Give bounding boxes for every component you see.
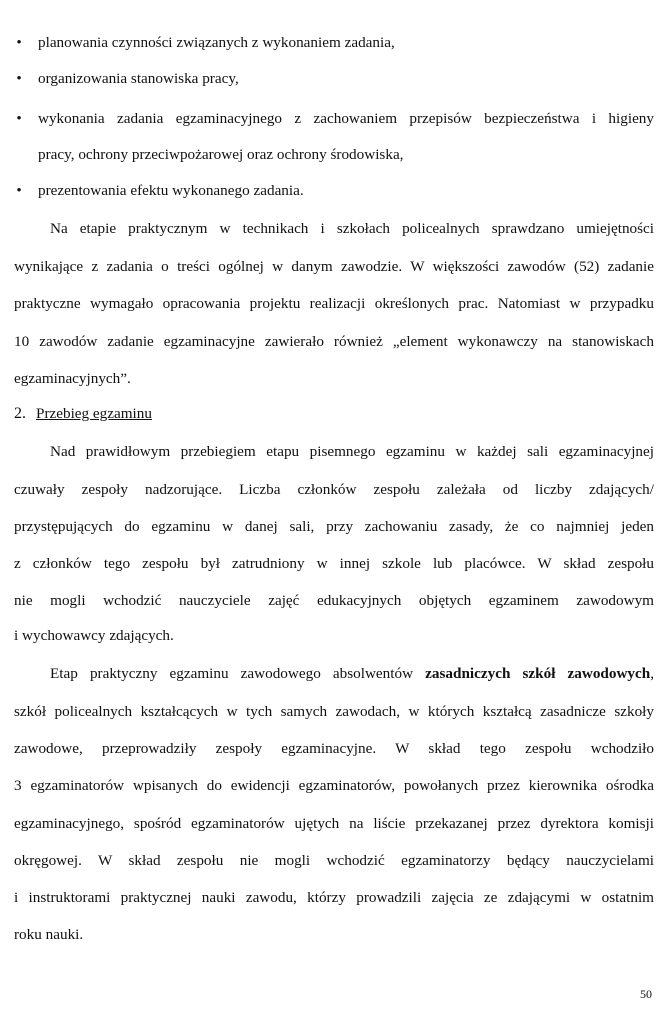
bullet-dot-icon: • bbox=[16, 70, 22, 87]
section-number: 2. bbox=[14, 405, 26, 422]
bullet-dot-icon: • bbox=[16, 182, 22, 199]
bullet-item-3-continuation: pracy, ochrony przeciwpożarowej oraz ochrony środowiska, bbox=[38, 146, 404, 163]
bullet-dot-icon: • bbox=[16, 110, 22, 127]
paragraph-line: egzaminacyjnych”. bbox=[14, 370, 131, 387]
paragraph-line: wynikające z zadania o treści ogólnej w danym zawodzie. W większości zawodów (52) zadanie bbox=[14, 258, 654, 275]
paragraph-line: z członków tego zespołu był zatrudniony w innej szkole lub placówce. W skład zespołu bbox=[14, 555, 654, 572]
paragraph-line: i wychowawcy zdających. bbox=[14, 627, 174, 644]
paragraph-line: praktyczne wymagało opracowania projektu realizacji określonych prac. Natomiast w przypadku bbox=[14, 295, 654, 312]
paragraph-line: szkół policealnych kształcących w tych samych zawodach, w których kształcą zasadnicze szkoły bbox=[14, 703, 654, 720]
paragraph-line: 3 egzaminatorów wpisanych do ewidencji egzaminatorów, powołanych przez kierownika ośrodka bbox=[14, 777, 654, 794]
paragraph-line: nie mogli wchodzić nauczyciele zajęć edukacyjnych objętych egzaminem zawodowym bbox=[14, 592, 654, 609]
paragraph-line: przystępujących do egzaminu w danej sali, przy zachowaniu zasady, że co najmniej jeden bbox=[14, 518, 654, 535]
paragraph-line: okręgowej. W skład zespołu nie mogli wchodzić egzaminatorzy będący nauczycielami bbox=[14, 852, 654, 869]
bold-phrase: zasadniczych szkół zawodowych bbox=[425, 665, 651, 682]
paragraph-line: Nad prawidłowym przebiegiem etapu pisemnego egzaminu w każdej sali egzaminacyjnej bbox=[50, 443, 654, 460]
section-title: Przebieg egzaminu bbox=[36, 405, 152, 422]
paragraph-line: roku nauki. bbox=[14, 926, 84, 943]
bullet-item-2: organizowania stanowiska pracy, bbox=[38, 70, 239, 87]
bullet-item-3: wykonania zadania egzaminacyjnego z zachowaniem przepisów bezpieczeństwa i higieny bbox=[38, 110, 654, 127]
bullet-item-4: prezentowania efektu wykonanego zadania. bbox=[38, 182, 304, 199]
paragraph-text: , bbox=[650, 665, 655, 682]
paragraph-line: 10 zawodów zadanie egzaminacyjne zawierało również „element wykonawczy na stanowiskach bbox=[14, 333, 654, 350]
bullet-dot-icon: • bbox=[16, 34, 22, 51]
page-number: 50 bbox=[640, 987, 652, 1001]
bullet-item-1: planowania czynności związanych z wykonaniem zadania, bbox=[38, 34, 395, 51]
paragraph-line: egzaminacyjnego, spośród egzaminatorów ujętych na liście przekazanej przez dyrektora komisji bbox=[14, 815, 654, 832]
paragraph-line bbox=[50, 665, 654, 683]
paragraph-line: czuwały zespoły nadzorujące. Liczba członków zespołu zależała od liczby zdających/ bbox=[14, 481, 654, 498]
paragraph-line: i instruktorami praktycznej nauki zawodu, którzy prowadzili zajęcia ze zdającymi w ostatnim bbox=[14, 889, 654, 906]
paragraph-line: zawodowe, przeprowadziły zespoły egzaminacyjne. W skład tego zespołu wchodziło bbox=[14, 740, 654, 757]
paragraph-line: Na etapie praktycznym w technikach i szkołach policealnych sprawdzano umiejętności bbox=[50, 220, 654, 237]
paragraph-text: Etap praktyczny egzaminu zawodowego absolwentów bbox=[50, 665, 426, 682]
